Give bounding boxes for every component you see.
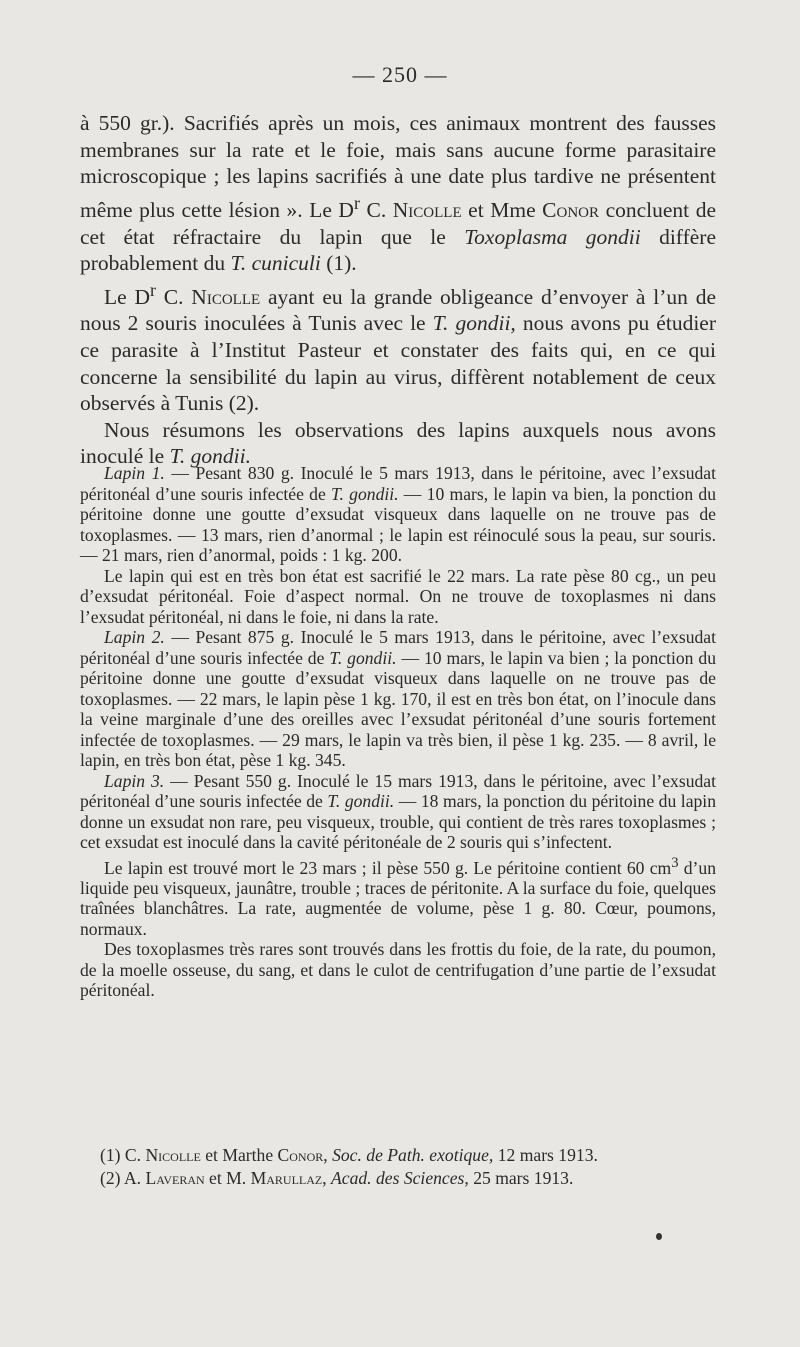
text: (1). (320, 251, 357, 276)
observation-label: Lapin 1. (104, 463, 165, 483)
species-name: Toxoplasma gondii (464, 224, 641, 249)
ink-spot (656, 1233, 662, 1240)
text: d’un liquide peu visqueux, jaunâtre, trouble ; traces de péritonite. A la surface du foie, quelques traînées blanchâtres. La rate, augmentée de volume, pèse 1 g. 80. Cœur, poumons, normaux. (80, 857, 716, 939)
text: et M. (204, 1168, 251, 1188)
observation-label: Lapin 2. (104, 627, 165, 647)
author-name: Conor (542, 197, 600, 222)
author-name: C. Nicolle (155, 284, 261, 309)
paragraph-conclusion (80, 110, 716, 277)
text: — Pesant 830 g. Inoculé le 5 mars 1913, dans le péritoine, avec l’exsudat péritonéal d’une souris infectée de (80, 463, 716, 504)
species-name: T. gondii, (432, 311, 516, 336)
text: Le lapin est trouvé mort le 23 mars ; il pèse 550 g. Le péritoine contient 60 cm (104, 857, 672, 878)
author-name: Laveran (145, 1168, 205, 1188)
author-name: C. Nicolle (359, 197, 462, 222)
footnotes (100, 1144, 720, 1190)
author-name: Marullaz (250, 1168, 323, 1188)
observation-lapin-3-findings: Des toxoplasmes très rares sont trouvés dans les frottis du foie, de la rate, du poumon, de la moelle osseuse, du sang, et dans le culot de centrifugation d’une partie de l’exsudat péritonéal. (80, 939, 716, 1001)
text: — 10 mars, le lapin va bien ; la ponction du péritoine donne une goutte d’exsudat visqueux dans laquelle on ne trouve pas de toxoplasmes. — 22 mars, le lapin pèse 1 kg. 170, il est en très bon état, on l’inocule dans la veine marginale d’une des oreilles avec l’exsudat péritonéal d’une souris fortement infectée de toxoplasmes. — 29 mars, le lapin va très bien, il pèse 1 kg. 235. — 8 avril, le lapin, en très bon état, pèse 1 kg. 345. (80, 647, 716, 770)
text: nous avons pu étudier ce parasite à l’Institut Pasteur et constater des faits qui, en ce qui concerne la sensibilité du lapin au virus, diffèrent notablement de ceux observés à Tunis (2). (80, 311, 717, 416)
superscript: 3 (671, 854, 679, 871)
text: — Pesant 875 g. Inoculé le 5 mars 1913, dans le péritoine, avec l’exsudat péritonéal d’une souris infectée de (80, 627, 716, 668)
species-name: T. gondii. (169, 444, 251, 469)
observation-lapin-3-autopsy (80, 853, 716, 940)
text: Le D (104, 284, 151, 309)
text: — Pesant 550 g. Inoculé le 15 mars 1913, dans le péritoine, avec l’exsudat péritonéal d’une souris infectée de (80, 770, 716, 811)
text: diffère probablement du (80, 224, 716, 276)
text: et Marthe (200, 1145, 278, 1165)
text: à 550 gr.). Sacrifiés après un mois, ces animaux montrent des fausses membranes sur la rate et le foie, mais sans aucune forme parasitaire microscopique ; les lapins sacrifiés à une date plus tardive ne présentent même plus cette lésion ». Le D (80, 111, 716, 222)
footnote-1: (1) C. Nicolle et Marthe Conor, Soc. de Path. exotique, 12 mars 1913. (100, 1145, 598, 1165)
observations (80, 463, 716, 1001)
author-name: Nicolle (145, 1145, 201, 1165)
text: — 10 mars, le lapin va bien, la ponction du péritoine donne une goutte d’exsudat visqueux dans laquelle on ne trouve pas de toxoplasmes. — 13 mars, rien d’anormal ; le lapin est réinoculé sous la peau, sur souris. — 21 mars, rien d’anormal, poids : 1 kg. 200. (80, 483, 717, 565)
species-name: T. gondii. (331, 483, 399, 504)
text: et Mme (461, 197, 543, 222)
observation-lapin-2 (80, 627, 716, 771)
text: 12 mars 1913. (493, 1145, 598, 1165)
journal-name: Soc. de Path. exotique, (332, 1145, 494, 1165)
main-text (80, 110, 716, 470)
paragraph-study (80, 277, 716, 417)
observation-lapin-1 (80, 463, 716, 566)
observation-label: Lapin 3. (104, 770, 165, 791)
author-name: Conor (277, 1145, 324, 1165)
observation-lapin-3 (80, 771, 716, 853)
species-name: T. gondii. (327, 791, 395, 811)
text: Nous résumons les observations des lapins auxquels nous avons inoculé le (80, 417, 716, 469)
observation-lapin-1-result: Le lapin qui est en très bon état est sacrifié le 22 mars. La rate pèse 80 cg., un peu d’exsudat péritonéal. Foie d’aspect normal. On ne trouve de toxoplasmes ni dans l’exsudat péritonéal, ni dans le foie, ni dans la rate. (80, 565, 716, 627)
text: — 18 mars, la ponction du péritoine du lapin donne un exsudat non rare, peu visqueux, trouble, qui contient de très rares toxoplasmes ; cet exsudat est inoculé dans la cavité péritonéale de 2 souris qui s’infectent. (80, 791, 716, 852)
footnote-2: (2) A. Laveran et M. Marullaz, Acad. des Sciences, 25 mars 1913. (100, 1168, 574, 1188)
footnote-marker: (1) C. (100, 1145, 146, 1165)
species-name: T. cuniculi (230, 251, 321, 276)
page-number: — 250 — (352, 62, 448, 87)
text: ayant eu la grande obligeance d’envoyer à l’un de nous 2 souris inoculées à Tunis avec le (80, 284, 717, 336)
superscript: r (353, 192, 360, 213)
journal-name: Acad. des Sciences, (331, 1168, 469, 1188)
species-name: T. gondii. (329, 647, 397, 668)
footnote-marker: (2) A. (100, 1168, 146, 1188)
text: concluent de cet état réfractaire du lapin que le (80, 197, 716, 249)
superscript: r (150, 279, 156, 300)
text: 25 mars 1913. (468, 1168, 574, 1188)
